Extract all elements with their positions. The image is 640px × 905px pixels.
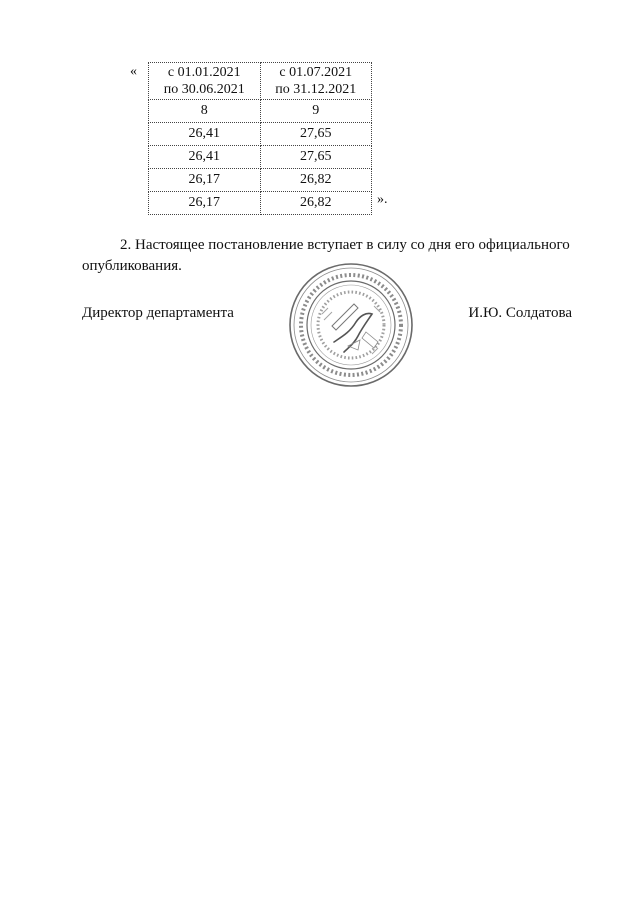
header-2-line2: по 31.12.2021 — [275, 82, 357, 97]
table-row — [149, 192, 372, 215]
paragraph-line-2: опубликования. — [82, 258, 182, 274]
header-cell-1 — [149, 63, 261, 100]
table-row — [149, 146, 372, 169]
table-cell: 26,17 — [149, 192, 261, 215]
tariff-table — [148, 62, 372, 215]
table-cell: 27,65 — [260, 146, 372, 169]
header-row — [149, 63, 372, 100]
table-cell: 26,82 — [260, 192, 372, 215]
header-cell-2 — [260, 63, 372, 100]
signatory-title: Директор департамента — [82, 305, 234, 321]
table-cell: 26,17 — [149, 169, 261, 192]
table-cell: 26,82 — [260, 169, 372, 192]
header-1-line2: по 30.06.2021 — [163, 82, 245, 97]
table-row — [149, 169, 372, 192]
table-cell: 26,41 — [149, 123, 261, 146]
column-number-1: 8 — [149, 100, 261, 123]
header-2-line1: с 01.07.2021 — [279, 65, 353, 80]
column-number-2: 9 — [260, 100, 372, 123]
paragraph-line-1: 2. Настоящее постановление вступает в силу со дня его официального — [120, 237, 570, 253]
signatory-name: И.Ю. Солдатова — [468, 305, 572, 321]
table-cell: 26,41 — [149, 146, 261, 169]
open-quote: « — [130, 64, 137, 79]
close-quote: ». — [377, 192, 388, 207]
official-seal-stamp-icon — [288, 262, 414, 388]
table-row — [149, 123, 372, 146]
header-1-line1: с 01.01.2021 — [167, 65, 241, 80]
column-number-row — [149, 100, 372, 123]
table-cell: 27,65 — [260, 123, 372, 146]
